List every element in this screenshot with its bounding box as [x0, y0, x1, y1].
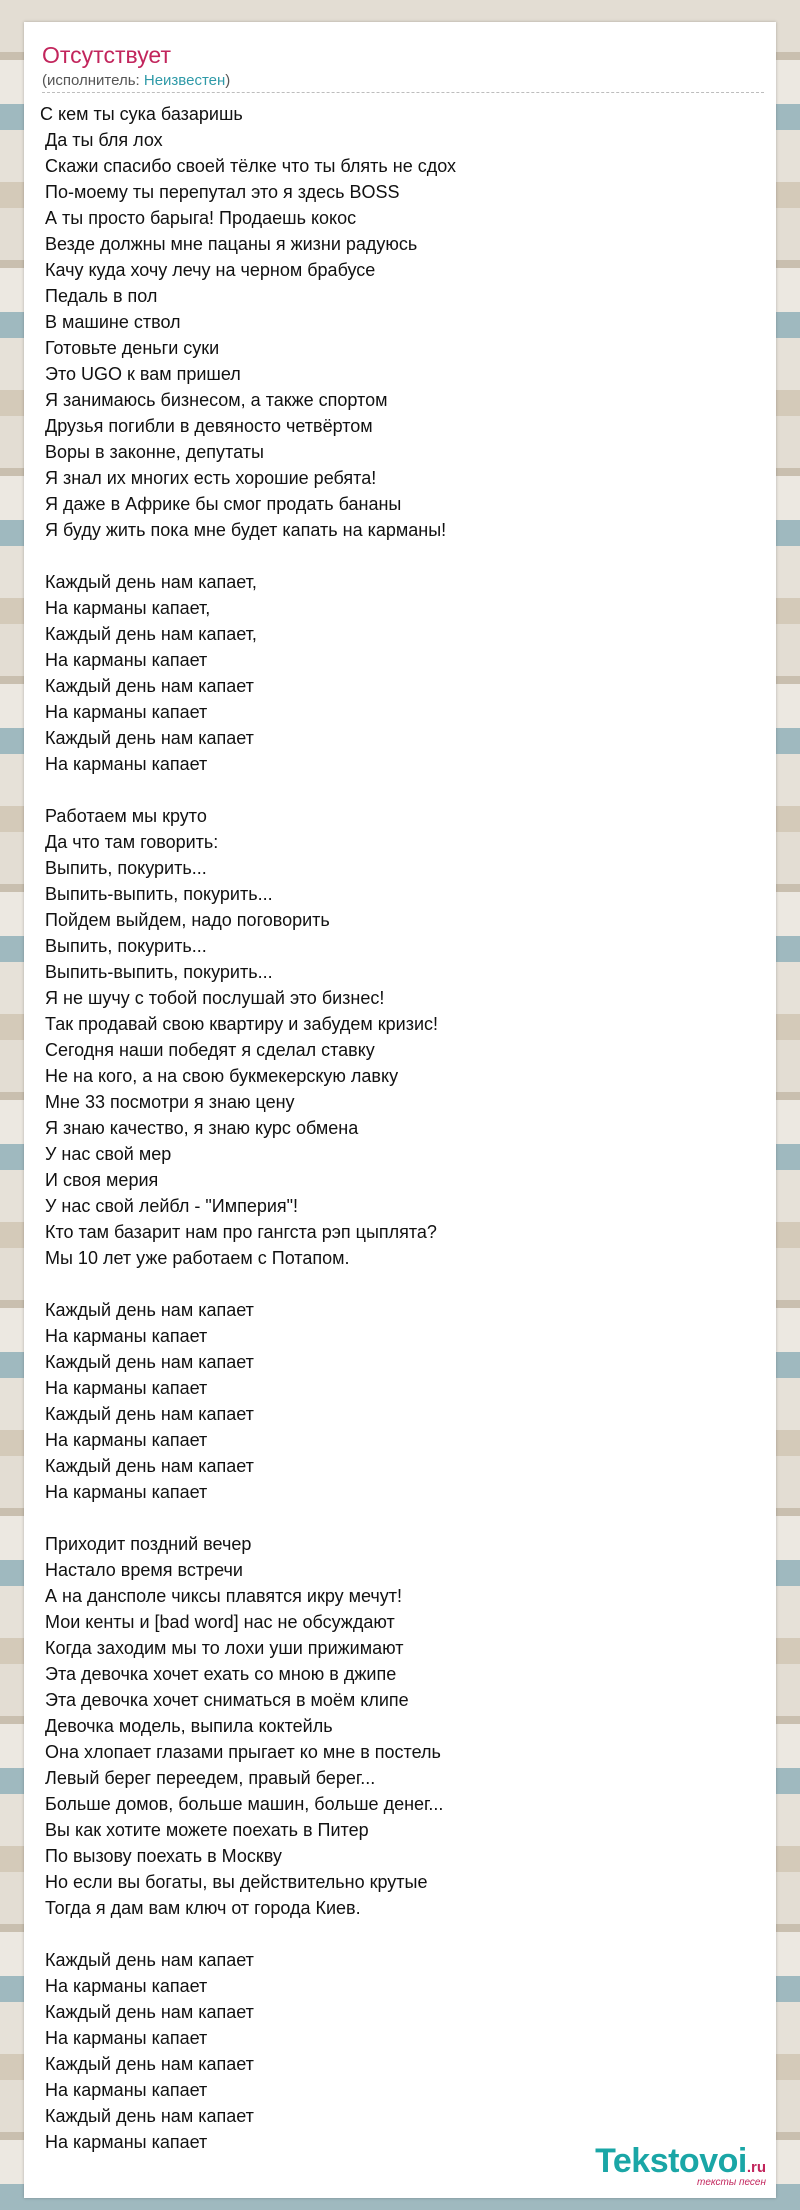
lyric-line: Мои кенты и [bad word] нас не обсуждают: [40, 1612, 395, 1632]
lyric-line: Я буду жить пока мне будет капать на карманы!: [40, 520, 447, 540]
lyric-line: Каждый день нам капает: [40, 1300, 254, 1320]
lyric-line: На карманы капает: [40, 754, 208, 774]
lyric-line: На карманы капает: [40, 1482, 208, 1502]
artist-link[interactable]: Неизвестен: [143, 72, 226, 89]
lyric-line: Девочка модель, выпила коктейль: [40, 1716, 333, 1736]
lyric-line: На карманы капает: [40, 2132, 208, 2152]
title-divider: [42, 92, 764, 93]
lyric-line: Я знал их многих есть хорошие ребята!: [40, 468, 377, 488]
lyric-line: На карманы капает: [40, 2080, 208, 2100]
lyric-line: На карманы капает,: [40, 598, 211, 618]
lyric-line: Когда заходим мы то лохи уши прижимают: [40, 1638, 404, 1658]
lyric-line: Выпить-выпить, покурить...: [40, 884, 273, 904]
stanza-break: [40, 1921, 740, 1947]
lyric-line: Я не шучу с тобой послушай это бизнес!: [40, 988, 385, 1008]
lyric-line: Да ты бля лох: [40, 130, 163, 150]
lyric-line: В машине ствол: [40, 312, 181, 332]
lyric-line: Я занимаюсь бизнесом, а также спортом: [40, 390, 388, 410]
meta-suffix: ): [225, 72, 231, 89]
lyric-line: Везде должны мне пацаны я жизни радуюсь: [40, 234, 418, 254]
lyric-line: С кем ты сука базаришь: [40, 104, 243, 124]
lyric-line: Не на кого, а на свою букмекерскую лавку: [40, 1066, 399, 1086]
stanza-break: [40, 777, 740, 803]
lyric-line: Приходит поздний вечер: [40, 1534, 252, 1554]
logo-name: Tekstovoi: [595, 2142, 747, 2180]
lyric-line: Скажи спасибо своей тёлке что ты блять не сдох: [40, 156, 457, 176]
lyric-line: Вы как хотите можете поехать в Питер: [40, 1820, 369, 1840]
lyric-line: Воры в законне, депутаты: [40, 442, 264, 462]
lyric-line: Каждый день нам капает: [40, 1404, 254, 1424]
stanza-break: [40, 543, 740, 569]
lyric-line: На карманы капает: [40, 702, 208, 722]
site-logo[interactable]: [595, 2142, 766, 2188]
lyric-line: Качу куда хочу лечу на черном брабусе: [40, 260, 376, 280]
lyric-line: Каждый день нам капает,: [40, 572, 257, 592]
lyric-line: Мы 10 лет уже работаем с Потапом.: [40, 1248, 350, 1268]
lyric-line: У нас свой лейбл - "Империя"!: [40, 1196, 299, 1216]
lyric-line: А на дансполе чиксы плавятся икру мечут!: [40, 1586, 403, 1606]
lyric-line: Каждый день нам капает: [40, 1352, 254, 1372]
logo-tld: .ru: [746, 2159, 766, 2176]
lyric-line: На карманы капает: [40, 2028, 208, 2048]
lyric-line: Каждый день нам капает: [40, 1456, 254, 1476]
lyric-line: Я даже в Африке бы смог продать бананы: [40, 494, 402, 514]
lyric-line: Каждый день нам капает: [40, 676, 254, 696]
lyric-line: Готовьте деньги суки: [40, 338, 220, 358]
lyric-line: И своя мерия: [40, 1170, 159, 1190]
lyric-line: Но если вы богаты, вы действительно крутые: [40, 1872, 428, 1892]
lyric-line: Больше домов, больше машин, больше денег...: [40, 1794, 444, 1814]
lyric-line: Она хлопает глазами прыгает ко мне в постель: [40, 1742, 441, 1762]
lyric-line: На карманы капает: [40, 1976, 208, 1996]
lyric-line: Сегодня наши победят я сделал ставку: [40, 1040, 375, 1060]
lyric-line: Работаем мы круто: [40, 806, 207, 826]
lyric-line: Выпить-выпить, покурить...: [40, 962, 273, 982]
stanza-break: [40, 1505, 740, 1531]
lyric-line: На карманы капает: [40, 1326, 208, 1346]
lyric-line: Кто там базарит нам про гангста рэп цыплята?: [40, 1222, 437, 1242]
lyric-line: Тогда я дам вам ключ от города Киев.: [40, 1898, 361, 1918]
lyric-line: Педаль в пол: [40, 286, 158, 306]
lyric-line: Каждый день нам капает: [40, 728, 254, 748]
lyric-line: Каждый день нам капает: [40, 2002, 254, 2022]
lyric-line: Эта девочка хочет ехать со мною в джипе: [40, 1664, 397, 1684]
lyric-line: А ты просто барыга! Продаешь кокос: [40, 208, 357, 228]
song-title: Отсутствует: [42, 42, 171, 68]
lyric-line: Это UGO к вам пришел: [40, 364, 241, 384]
lyric-line: Каждый день нам капает: [40, 1950, 254, 1970]
lyric-line: Мне 33 посмотри я знаю цену: [40, 1092, 295, 1112]
lyric-line: Эта девочка хочет сниматься в моём клипе: [40, 1690, 409, 1710]
lyric-line: Да что там говорить:: [40, 832, 219, 852]
meta-prefix: (исполнитель:: [42, 72, 144, 89]
lyric-line: На карманы капает: [40, 1378, 208, 1398]
lyric-line: Так продавай свою квартиру и забудем кризис!: [40, 1014, 439, 1034]
lyric-line: Выпить, покурить...: [40, 858, 207, 878]
lyric-line: Я знаю качество, я знаю курс обмена: [40, 1118, 359, 1138]
lyric-line: Каждый день нам капает,: [40, 624, 257, 644]
lyric-line: По вызову поехать в Москву: [40, 1846, 282, 1866]
lyric-line: На карманы капает: [40, 1430, 208, 1450]
song-meta: [42, 72, 230, 89]
lyrics-card: [24, 22, 776, 2198]
lyric-line: У нас свой мер: [40, 1144, 172, 1164]
lyric-line: На карманы капает: [40, 650, 208, 670]
logo-tagline: тексты песен: [697, 2177, 766, 2188]
lyric-line: Каждый день нам капает: [40, 2054, 254, 2074]
lyric-line: Выпить, покурить...: [40, 936, 207, 956]
lyric-line: Каждый день нам капает: [40, 2106, 254, 2126]
lyric-line: Левый берег переедем, правый берег...: [40, 1768, 376, 1788]
lyric-line: По-моему ты перепутал это я здесь BOSS: [40, 182, 400, 202]
stanza-break: [40, 1271, 740, 1297]
lyric-line: Настало время встречи: [40, 1560, 243, 1580]
lyrics-text: [40, 101, 740, 2155]
lyric-line: Друзья погибли в девяносто четвёртом: [40, 416, 373, 436]
lyric-line: Пойдем выйдем, надо поговорить: [40, 910, 330, 930]
